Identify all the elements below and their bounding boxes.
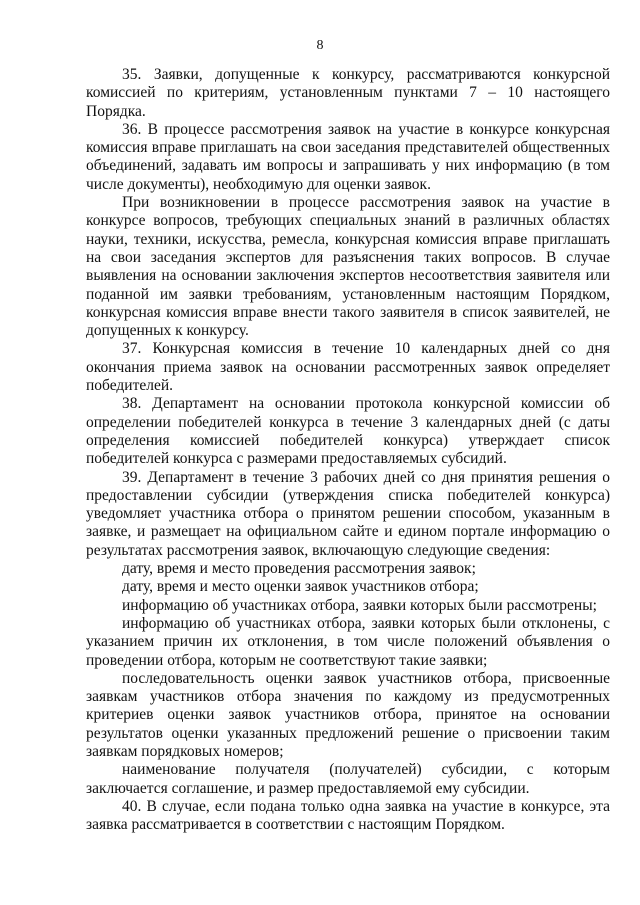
paragraph-35: 35. Заявки, допущенные к конкурсу, рассматриваются конкурсной комиссией по критериям, установленным пунктами 7 – 10 настоящего Порядка. [86,66,610,120]
list-item: информацию об участниках отбора, заявки которых были рассмотрены; [122,596,597,614]
list-item: дату, время и место оценки заявок участников отбора; [122,578,479,596]
paragraph-39: 39. Департамент в течение 3 рабочих дней со дня принятия решения о предоставлении субсидии (утверждения списка победителей конкурса) уведомляет участника отбора о принятом решении способом, указанным в заявке, и размещает на официальном сайте и едином портале информацию о результатах рассмотрения заявок, включающую следующие сведения: [86,468,610,559]
list-item: наименование получателя (получателей) субсидии, с которым заключается соглашение, и размер предоставляемой ему субсидии. [86,761,610,797]
paragraph-37: 37. Конкурсная комиссия в течение 10 календарных дней со дня окончания приема заявок на основании рассмотренных заявок определяет победителей. [86,340,610,395]
list-item: дату, время и место проведения рассмотрения заявок; [122,560,476,578]
paragraph-36-experts: При возникновении в процессе рассмотрения заявок на участие в конкурсе вопросов, требующих специальных знаний в различных областях науки, техники, искусства, ремесла, конкурсная комиссия вправе приглашать на свои заседания экспертов для разъяснения таких вопросов. В случае выявления на основании заключения экспертов несоответствия заявителя или поданной им заявки требованиям, установленным настоящим Порядком, конкурсная комиссия вправе внести такого заявителя в список заявителей, не допущенных к конкурсу. [86,194,610,340]
list-item: информацию об участниках отбора, заявки которых были отклонены, с указанием причин их отклонения, в том числе положений объявления о проведении отбора, которым не соответствуют такие заявки; [86,614,610,669]
document-body [86,66,610,834]
page-number: 8 [316,38,324,53]
paragraph-36: 36. В процессе рассмотрения заявок на участие в конкурсе конкурсная комиссия вправе приглашать на свои заседания представителей общественных объединений, задавать им вопросы и запрашивать у них информацию (в том числе документы), необходимую для оценки заявок. [86,120,610,193]
paragraph-40: 40. В случае, если подана только одна заявка на участие в конкурсе, эта заявка рассматривается в соответствии с настоящим Порядком. [86,797,610,834]
list-item: последовательность оценки заявок участников отбора, присвоенные заявкам участников отбора значения по каждому из предусмотренных критериев оценки заявок участников отбора, принятое на основании результатов оценки указанных предложений решение о присвоении таким заявкам порядковых номеров; [86,669,610,760]
paragraph-38: 38. Департамент на основании протокола конкурсной комиссии об определении победителей конкурса в течение 3 календарных дней (с даты определения комиссией победителей конкурса) утверждает список победителей конкурса с размерами предоставляемых субсидий. [86,395,610,468]
